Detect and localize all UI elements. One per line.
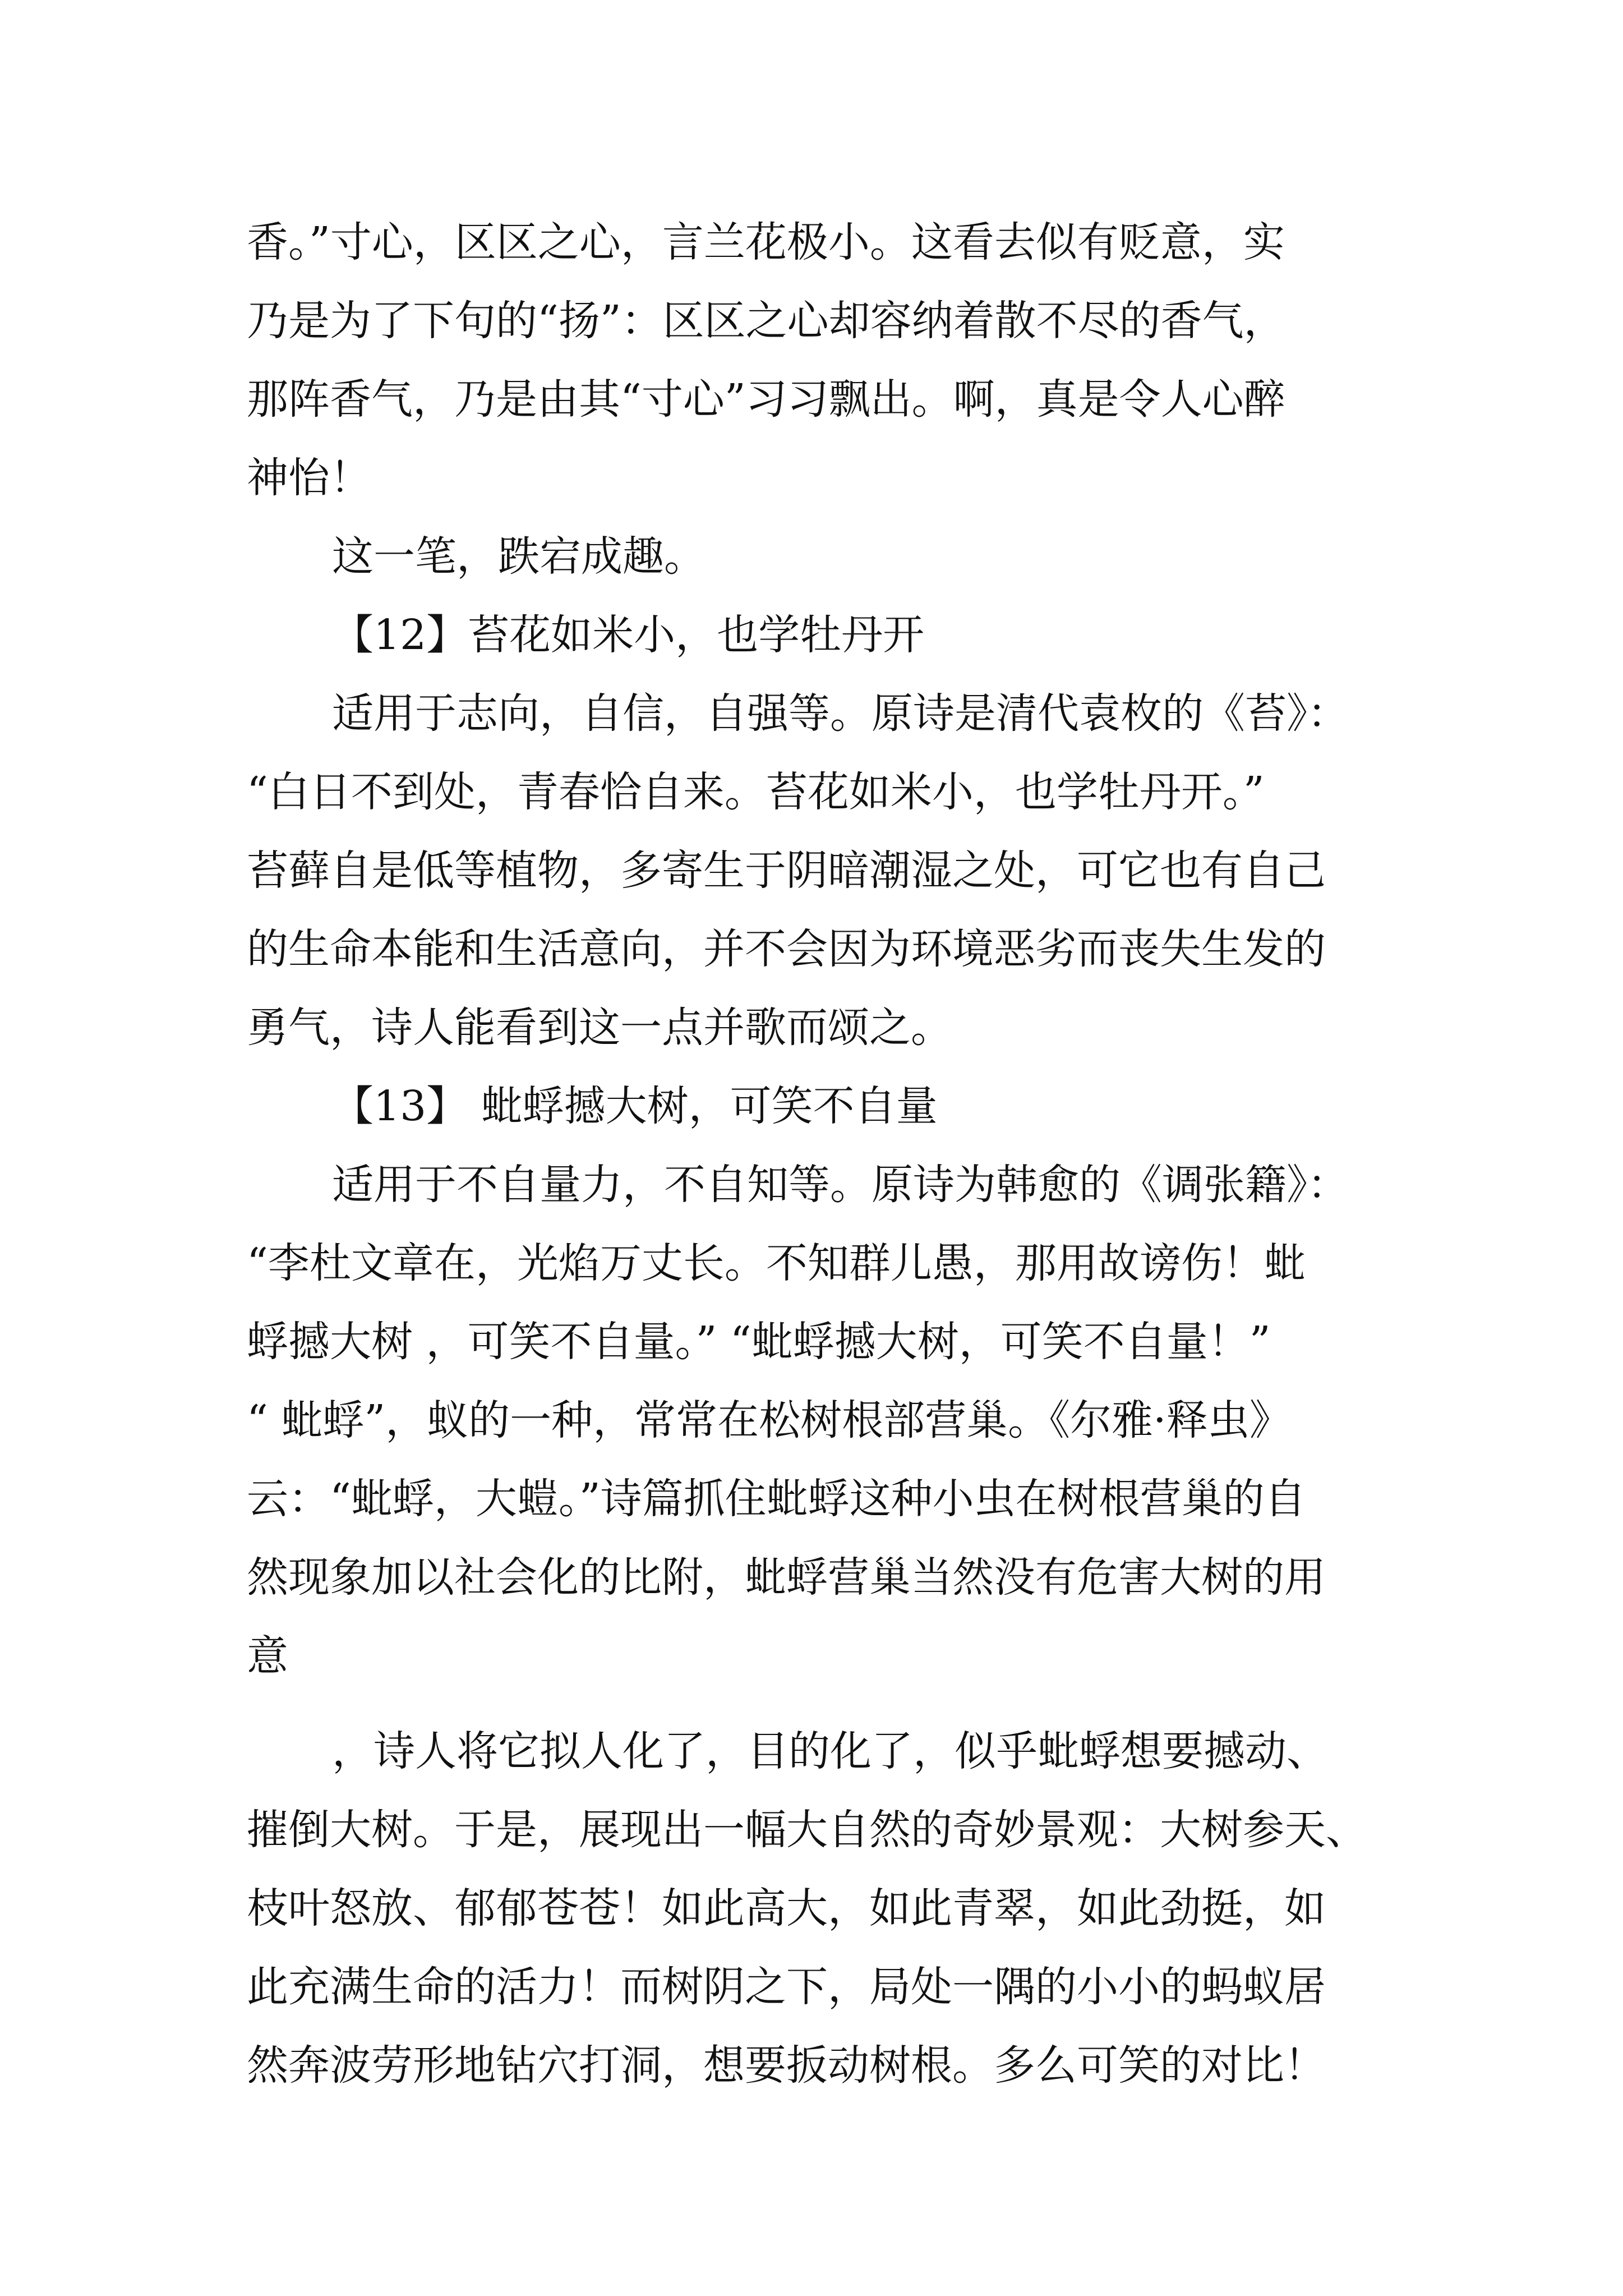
text-line: 适用于不自量力，不自知等。原诗为韩愈的《调张籍》： [332, 1161, 1349, 1209]
text-line: 摧倒大树。于是，展现出一幅大自然的奇妙景观：大树参天、 [247, 1806, 1367, 1854]
text-line: 意 [247, 1632, 288, 1680]
text-line: 枝叶怒放、郁郁苍苍！如此高大，如此青翠，如此劲挺，如 [247, 1884, 1326, 1932]
text-line: 苔藓自是低等植物，多寄生于阴暗潮湿之处，可它也有自己 [247, 846, 1326, 895]
text-line: 然现象加以社会化的比附，蚍蜉营巢当然没有危害大树的用 [247, 1553, 1326, 1602]
text-line: 勇气，诗人能看到这一点并歌而颂之。 [247, 1004, 952, 1052]
text-line: 香。”寸心，区区之心，言兰花极小。这看去似有贬意，实 [247, 218, 1285, 266]
text-line: 这一笔，跌宕成趣。 [332, 532, 706, 581]
text-line: 然奔波劳形地钻穴打洞，想要扳动树根。多么可笑的对比！ [247, 2041, 1326, 2090]
section-heading: 【13】 蚍蜉撼大树，可笑不自量 [332, 1082, 938, 1130]
text-line: 的生命本能和生活意向，并不会因为环境恶劣而丧失生发的 [247, 925, 1326, 973]
text-line: 蜉撼大树 ，可笑不自量。” “蚍蜉撼大树，可笑不自量！” [247, 1318, 1271, 1366]
text-line: 那阵香气，乃是由其“寸心”习习飘出。啊，真是令人心醉 [247, 375, 1285, 424]
text-line: “李杜文章在，光焰万丈长。不知群儿愚，那用故谤伤！蚍 [247, 1239, 1306, 1287]
text-line: 此充满生命的活力！而树阴之下，局处一隅的小小的蚂蚁居 [247, 1963, 1326, 2011]
text-line: “ 蚍蜉”，蚁的一种，常常在松树根部营巢。《尔雅·释虫》 [247, 1396, 1291, 1444]
text-line: “白日不到处，青春恰自来。苔花如米小，也学牡丹开。” [247, 768, 1265, 816]
text-line: 适用于志向，自信，自强等。原诗是清代袁枚的《苔》： [332, 689, 1349, 738]
section-heading: 【12】苔花如米小，也学牡丹开 [332, 611, 925, 659]
text-line: 神怡！ [247, 454, 371, 502]
text-line: 乃是为了下句的“扬”：区区之心却容纳着散不尽的香气， [247, 297, 1285, 345]
text-line: 云：“蚍蜉，大螘。”诗篇抓住蚍蜉这种小虫在树根营巢的自 [247, 1475, 1306, 1523]
text-line: ，诗人将它拟人化了，目的化了，似乎蚍蜉想要撼动、 [332, 1727, 1328, 1775]
